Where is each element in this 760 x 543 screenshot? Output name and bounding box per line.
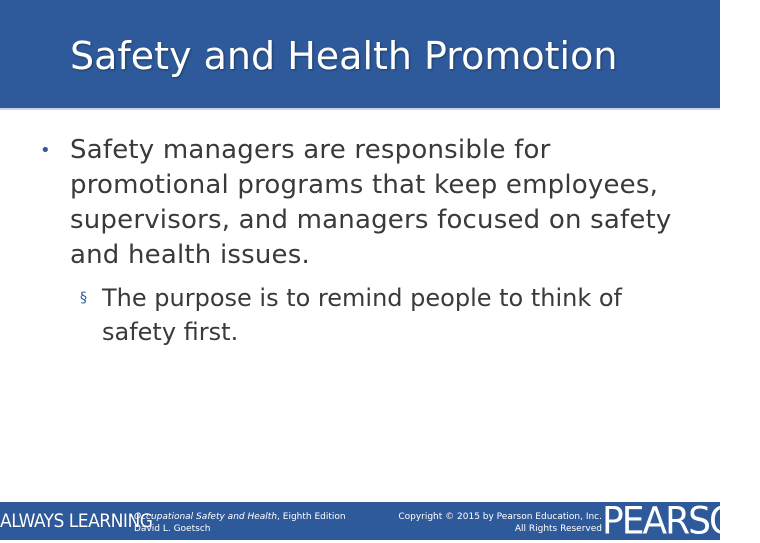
bullet-text: Safety managers are responsible for promotional programs that keep employees, supervisors, and managers focused on safety and health issues. (70, 135, 672, 270)
bullet-marker: • (40, 140, 51, 161)
book-edition: , Eighth Edition (277, 512, 346, 522)
copyright-text: Copyright © 2015 by Pearson Education, Inc. (398, 512, 602, 522)
bullet-item (40, 133, 700, 273)
book-author: David L. Goetsch (134, 524, 211, 534)
pearson-logo: PEARSON (602, 500, 760, 543)
footer-bar (0, 500, 760, 543)
book-citation (134, 511, 384, 535)
title-bar (0, 0, 720, 108)
slide-title: Safety and Health Promotion (70, 34, 618, 78)
sub-bullet-item (80, 281, 690, 349)
rights-text: All Rights Reserved (514, 524, 602, 534)
book-title: Occupational Safety and Health (134, 512, 278, 522)
title-divider (0, 108, 720, 110)
always-learning-logo: ALWAYS LEARNING (0, 510, 153, 532)
sub-bullet-marker: § (80, 290, 87, 306)
copyright-notice (380, 511, 602, 535)
sub-bullet-text: The purpose is to remind people to think of safety first. (102, 284, 623, 346)
